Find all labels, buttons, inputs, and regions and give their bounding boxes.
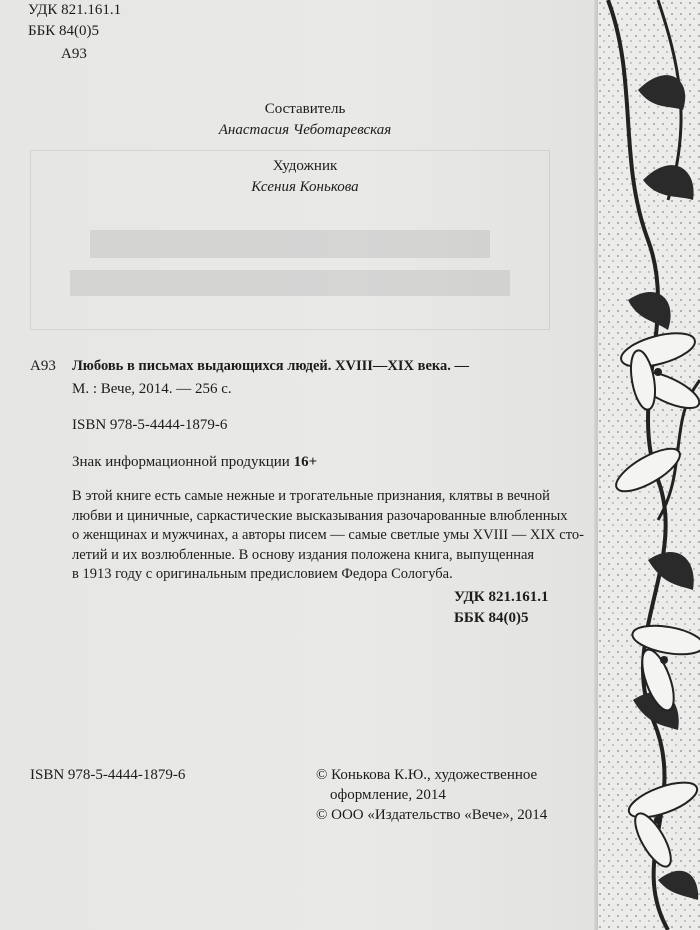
copyright-artist-line2: оформление, 2014 bbox=[330, 787, 446, 803]
artist-name: Ксения Конькова bbox=[251, 179, 359, 195]
show-through-shadow bbox=[30, 150, 550, 330]
floral-pattern-icon bbox=[598, 0, 700, 930]
annotation-line: любви и циничные, саркастические высказывания разочарованные влюбленных bbox=[72, 507, 568, 524]
age-rating-value: 16+ bbox=[293, 454, 318, 470]
compiler-name: Анастасия Чеботаревская bbox=[218, 122, 392, 138]
bbk-code-top: ББК 84(0)5 bbox=[28, 23, 99, 39]
footer-isbn: ISBN 978-5-4444-1879-6 bbox=[30, 767, 186, 783]
bbk-code-bottom: ББК 84(0)5 bbox=[454, 610, 529, 626]
compiler-role: Составитель bbox=[264, 101, 346, 117]
age-rating-line bbox=[72, 453, 317, 471]
copyright-artist-line1: © Конькова К.Ю., художественное bbox=[316, 767, 538, 783]
annotation-line: в 1913 году с оригинальным предисловием Федора Сологуба. bbox=[72, 566, 453, 582]
annotation-line: о женщинах и мужчинах, а авторы писем — самые светлые умы XVIII — XIX сто- bbox=[72, 527, 584, 543]
udk-code-top: УДК 821.161.1 bbox=[28, 2, 122, 18]
annotation-line: В этой книге есть самые нежные и трогательные признания, клятвы в вечной bbox=[72, 488, 550, 504]
record-title: Любовь в письмах выдающихся людей. XVIII—XIX века. — bbox=[72, 358, 470, 374]
annotation bbox=[72, 487, 584, 585]
record-sign: А93 bbox=[30, 358, 56, 374]
age-rating-label: Знак информационной продукции bbox=[72, 454, 290, 470]
author-sign-top: А93 bbox=[61, 46, 87, 62]
floral-endpaper bbox=[598, 0, 700, 930]
copyright-publisher: © ООО «Издательство «Вече», 2014 bbox=[316, 807, 548, 823]
udk-code-bottom: УДК 821.161.1 bbox=[454, 589, 549, 605]
record-imprint: М. : Вече, 2014. — 256 с. bbox=[72, 381, 232, 397]
annotation-line: летий и их возлюбленные. В основу издания положена книга, выпущенная bbox=[72, 546, 535, 563]
record-isbn: ISBN 978-5-4444-1879-6 bbox=[72, 417, 228, 433]
artist-role: Художник bbox=[272, 158, 338, 174]
